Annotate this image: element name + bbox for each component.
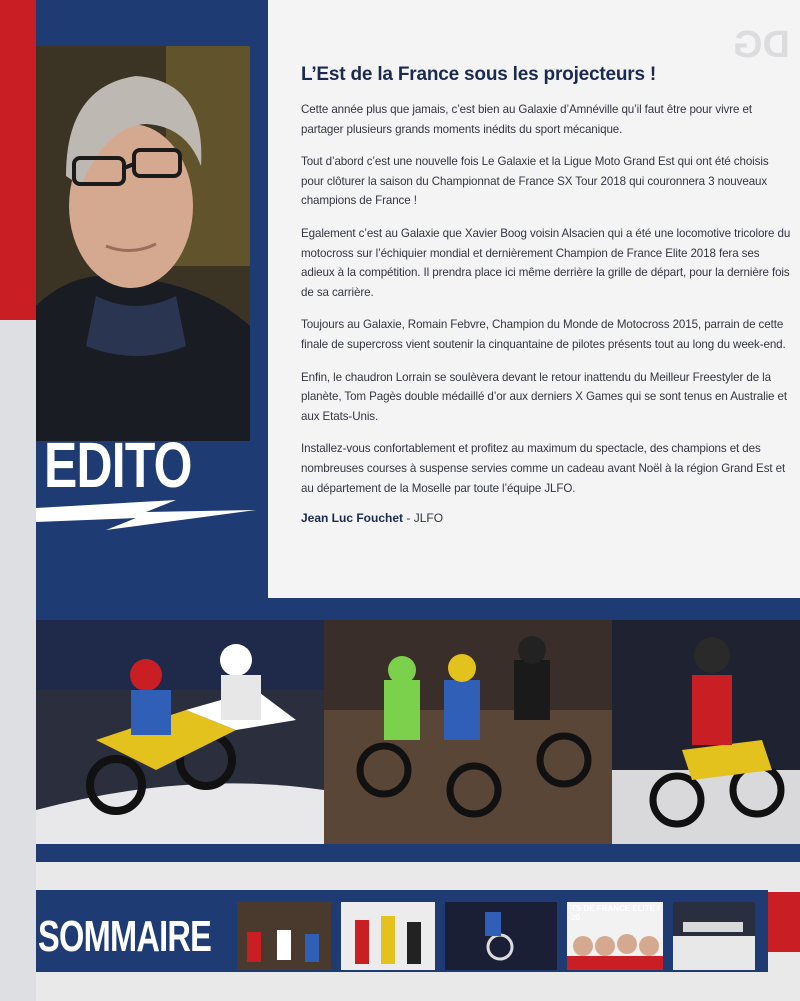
navy-divider-band — [36, 596, 800, 620]
article-paragraph: Cette année plus que jamais, c’est bien au Galaxie d’Amnéville qu’il faut être pour vivre et partager plusieurs grands moments inédits du sport mécanique. — [301, 103, 752, 136]
signature-name: Jean Luc Fouchet — [301, 511, 404, 526]
article-paragraph: Tout d’abord c’est une nouvelle fois Le Galaxie et la Ligue Moto Grand Est qui ont été choisis pour clôturer la saison du Championnat de France SX Tour 2018 qui couronnera 3 nouveaux champions de France ! — [301, 155, 769, 208]
edito-text-panel — [268, 0, 800, 598]
sommaire-thumb[interactable] — [341, 902, 435, 970]
sommaire-thumb[interactable] — [237, 902, 331, 970]
lightning-bolt-icon — [36, 494, 256, 534]
race-photo-start — [36, 620, 324, 844]
red-corner-tab — [768, 892, 800, 952]
red-side-stripe — [0, 0, 36, 320]
race-photo-strip — [36, 620, 800, 844]
edito-heading: EDITO — [44, 429, 192, 501]
author-portrait-photo — [36, 46, 250, 441]
edito-article — [301, 64, 791, 525]
signature-org: - JLFO — [403, 511, 444, 526]
sommaire-heading: SOMMAIRE — [38, 912, 212, 961]
ghost-logo-mark: DG — [733, 24, 790, 66]
grey-side-stripe — [0, 320, 36, 1001]
article-paragraph: Egalement c’est au Galaxie que Xavier Boog voisin Alsacien qui a été une locomotive tricolore du motocross sur l’échiquier mondial et dernièrement Champion de France Elite 2018 fera ses adieux à la compétition. Il prendra place ici même derrière la grille de départ, pour la dernière fois de sa carrière. — [301, 226, 791, 299]
sommaire-thumb[interactable] — [567, 902, 663, 970]
article-headline: L’Est de la France sous les projecteurs ! — [301, 64, 657, 85]
race-photo-pack — [324, 620, 612, 844]
article-paragraph: Toujours au Galaxie, Romain Febvre, Champion du Monde de Motocross 2015, parrain de cette finale de supercross vient soutenir la cinquantaine de pilotes présents tout au long du week-end. — [301, 318, 786, 351]
article-paragraph: Installez-vous confortablement et profitez au maximum du spectacle, des champions et des nombreuses courses à suspense servies comme un cadeau avant Noël à la région Grand Est et au département de la Moselle par toute l’équipe JLFO. — [301, 442, 786, 495]
article-signature — [301, 511, 791, 525]
article-paragraph: Enfin, le chaudron Lorrain se soulèvera devant le retour inattendu du Meilleur Freestyler de la planète, Tom Pagès double médaillé d’or aux derniers X Games qui se sont tenus en Australie et aux Etats-Unis. — [301, 370, 787, 423]
thumb-caption: TS DE FRANCE ELITE / 20 — [571, 904, 660, 922]
sommaire-thumb[interactable] — [445, 902, 557, 970]
sommaire-thumbnails — [237, 902, 755, 970]
sommaire-thumb[interactable] — [673, 902, 755, 970]
navy-lower-band — [36, 844, 800, 862]
race-photo-rider — [612, 620, 800, 844]
